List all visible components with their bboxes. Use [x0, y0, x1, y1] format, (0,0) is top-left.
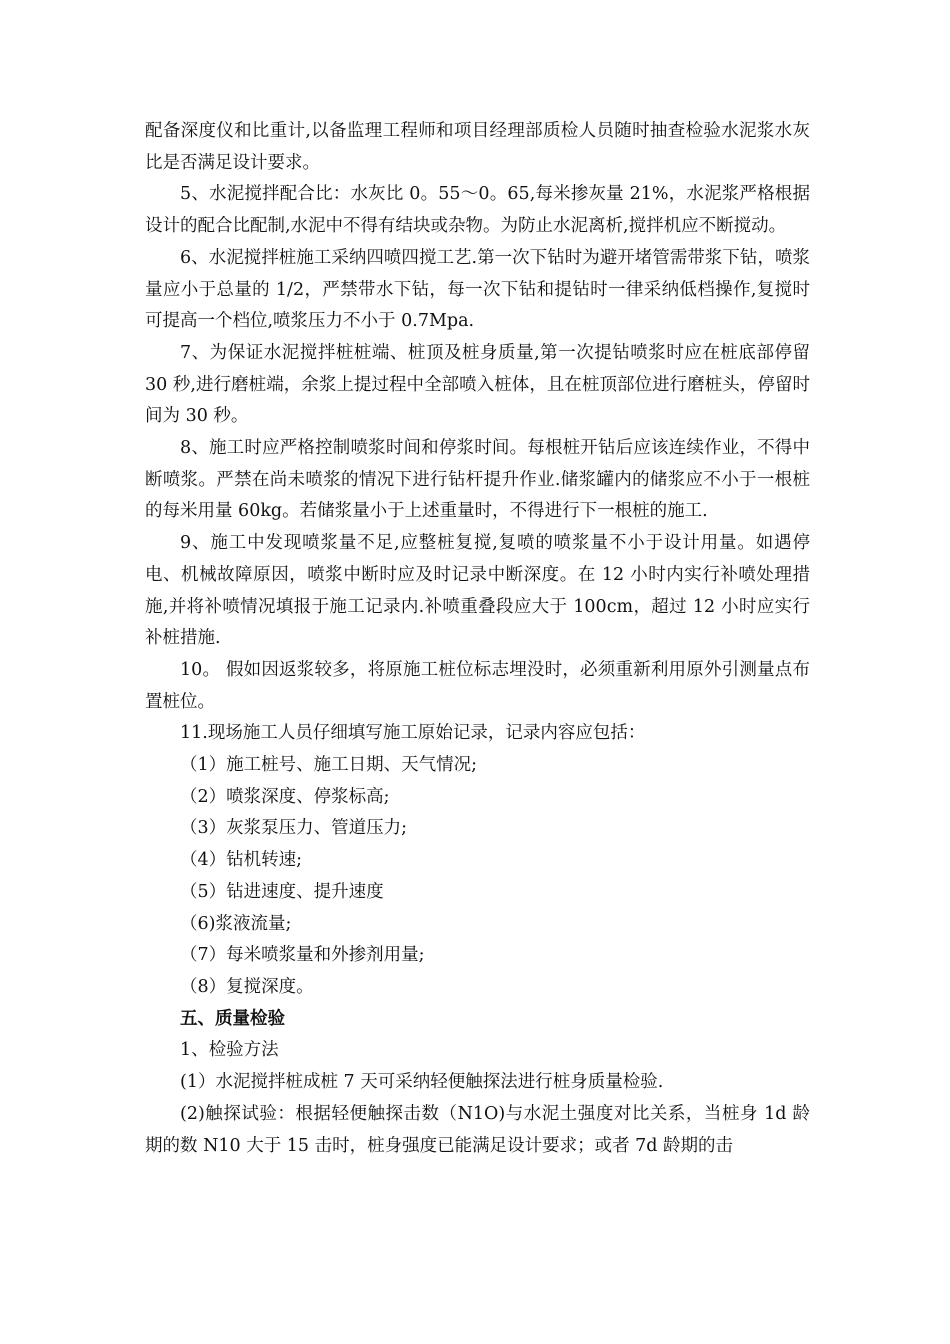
- inspection-item-1: (1）水泥搅拌桩成桩 7 天可采纳轻便触探法进行桩身质量检验.: [180, 1072, 664, 1093]
- paragraph-6-process: 6、水泥搅拌桩施工采纳四喷四搅工艺.第一次下钻时为避开堵管需带浆下钻，喷浆量应小于总量的 1/2，严禁带水下钻，每一次下钻和提钻时一律采纳低档操作,复搅时可提高一个档位,喷浆压力不小于 0.7Mpa.: [145, 247, 810, 332]
- record-item: （8）复搅深度。: [180, 976, 314, 997]
- record-item: （3）灰浆泵压力、管道压力;: [180, 818, 408, 839]
- subsection-inspection-method: 1、检验方法: [180, 1040, 279, 1061]
- paragraph-8-spray-time: 8、施工时应严格控制喷浆时间和停浆时间。每根桩开钻后应该连续作业，不得中断喷浆。严禁在尚未喷浆的情况下进行钻杆提升作业.储浆罐内的储浆应不小于一根桩的每米用量 60kg。若储浆量小于上述重量时，不得进行下一根桩的施工.: [145, 438, 810, 522]
- record-item: （5）钻进速度、提升速度: [180, 881, 384, 902]
- record-item: （1）施工桩号、施工日期、天气情况;: [180, 755, 478, 776]
- paragraph-11-records: 11.现场施工人员仔细填写施工原始记录，记录内容应包括：: [180, 723, 646, 744]
- inspection-item-2: (2)触探试验：根据轻便触探击数（N1O)与水泥土强度对比关系，当桩身 1d 龄期的数 N10 大于 15 击时，桩身强度已能满足设计要求；或者 7d 龄期的击: [145, 1103, 810, 1156]
- section-heading-quality-inspection: 五、质量检验: [180, 1008, 285, 1029]
- record-item: （2）喷浆深度、停浆标高;: [180, 786, 390, 807]
- document-body: [145, 116, 810, 1162]
- paragraph-9-supplementary-spray: 9、施工中发现喷浆量不足,应整桩复搅,复喷的喷浆量不小于设计用量。如遇停电、机械故障原因，喷浆中断时应及时记录中断深度。在 12 小时内实行补喷处理措施,并将补喷情况填报于施工记录内.补喷重叠段应大于 100cm，超过 12 小时应实行补桩措施.: [145, 533, 810, 649]
- record-item: （4）钻机转速;: [180, 850, 303, 871]
- record-item: （6)浆液流量;: [180, 913, 292, 934]
- paragraph-7-pile-quality: 7、为保证水泥搅拌桩桩端、桩顶及桩身质量,第一次提钻喷浆时应在桩底部停留 30 秒,进行磨桩端，余浆上提过程中全部喷入桩体，且在桩顶部位进行磨桩头，停留时间为 30 秒。: [145, 342, 810, 427]
- paragraph-10-pile-position: 10。 假如因返浆较多，将原施工桩位标志埋没时，必须重新利用原外引测量点布置桩位。: [145, 659, 810, 712]
- paragraph-5-mix-ratio: 5、水泥搅拌配合比：水灰比 0。55～0。65,每米掺灰量 21%，水泥浆严格根据设计的配合比配制,水泥中不得有结块或杂物。为防止水泥离析,搅拌机应不断搅动。: [145, 184, 810, 237]
- paragraph-continuation: 配备深度仪和比重计,以备监理工程师和项目经理部质检人员随时抽查检验水泥浆水灰比是否满足设计要求。: [145, 121, 810, 173]
- record-item: （7）每米喷浆量和外掺剂用量;: [180, 945, 425, 966]
